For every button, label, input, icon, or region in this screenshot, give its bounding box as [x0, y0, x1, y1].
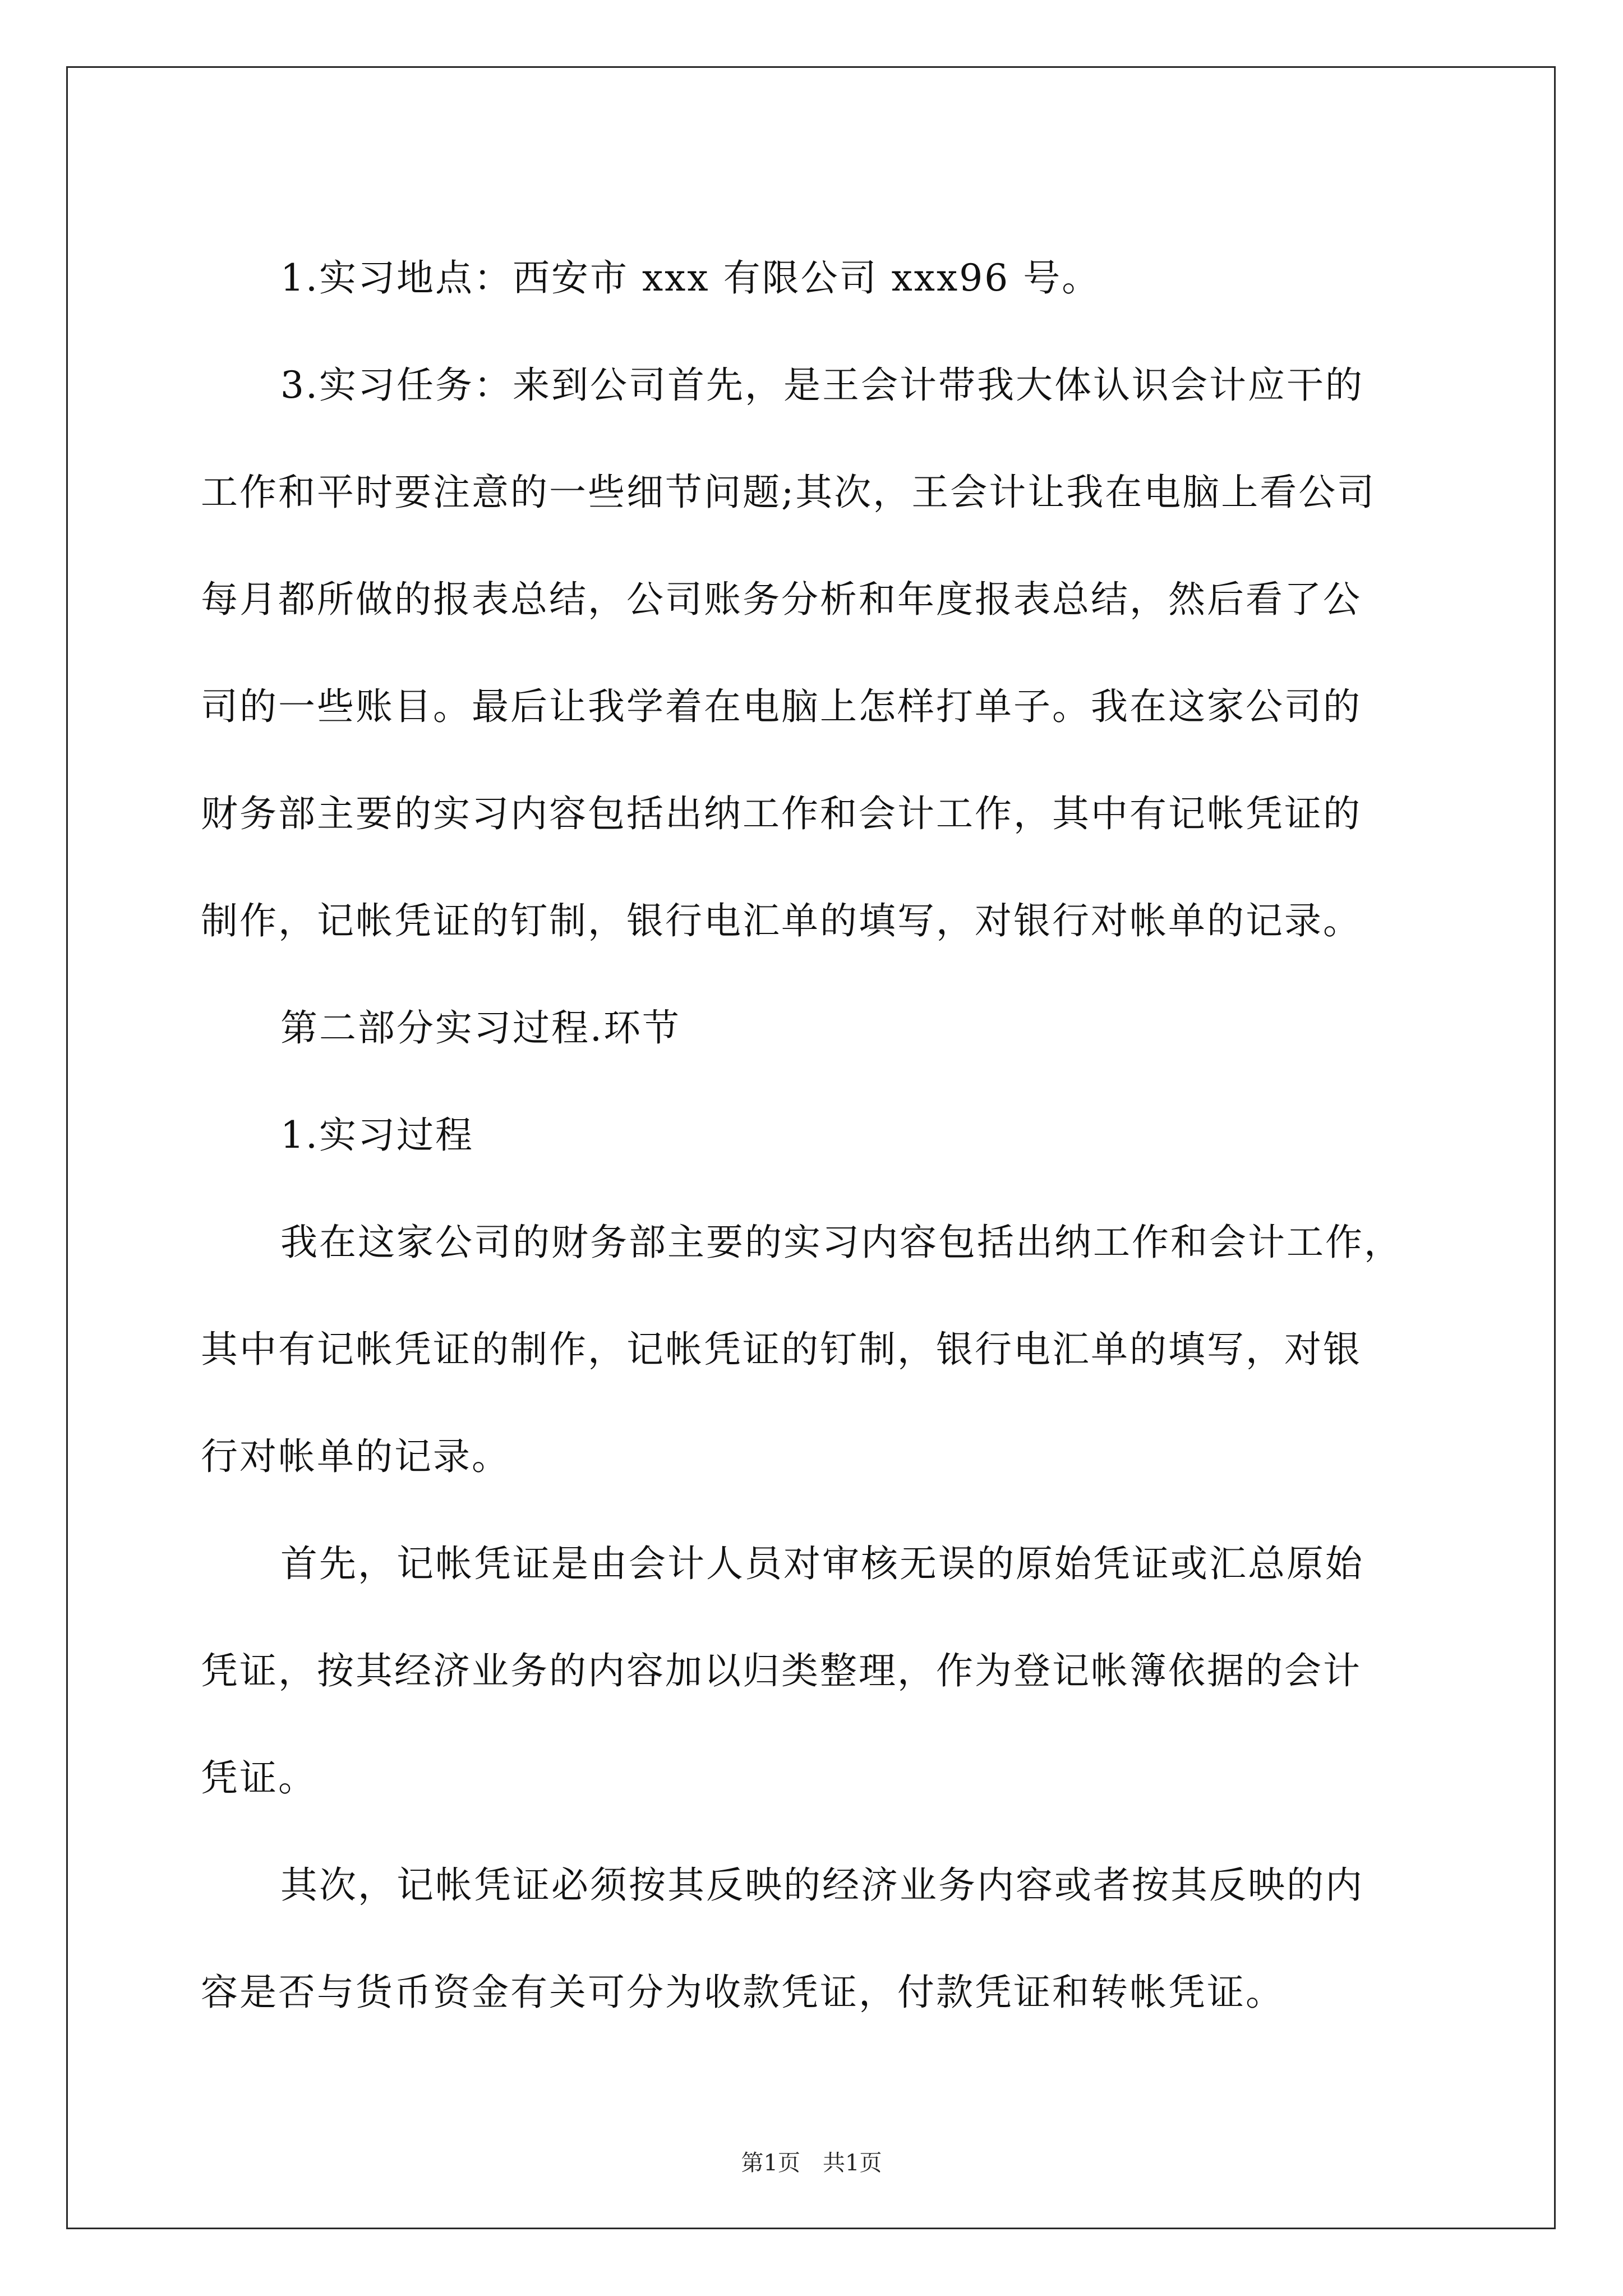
- text-line: 1.实习地点：西安市 xxx 有限公司 xxx96 号。: [280, 256, 1101, 300]
- text-line: 3.实习任务：来到公司首先，是王会计带我大体认识会计应干的: [280, 364, 1364, 407]
- text-line: 财务部主要的实习内容包括出纳工作和会计工作，其中有记帐凭证的: [201, 792, 1362, 835]
- page-total: 共1页: [823, 2150, 882, 2176]
- paragraph-voucher-types: [201, 1832, 1429, 2046]
- subheading-internship-process: [201, 1082, 1429, 1189]
- text-line: 司的一些账目。最后让我学着在电脑上怎样打单子。我在这家公司的: [201, 685, 1362, 728]
- paragraph-finance-work: [201, 1189, 1429, 1510]
- document-body: [201, 224, 1429, 2046]
- text-line: 其中有记帐凭证的制作，记帐凭证的钉制，银行电汇单的填写，对银: [201, 1328, 1362, 1371]
- paragraph-internship-tasks: [201, 332, 1429, 974]
- text-line: 行对帐单的记录。: [201, 1435, 510, 1478]
- text-line: 工作和平时要注意的一些细节问题;其次，王会计让我在电脑上看公司: [201, 471, 1376, 514]
- text-line: 首先，记帐凭证是由会计人员对审核无误的原始凭证或汇总原始: [280, 1542, 1364, 1585]
- text-line: 容是否与货币资金有关可分为收款凭证，付款凭证和转帐凭证。: [201, 1971, 1284, 2014]
- text-line: 1.实习过程: [280, 1114, 474, 1157]
- text-line: 制作，记帐凭证的钉制，银行电汇单的填写，对银行对帐单的记录。: [201, 899, 1362, 942]
- page-number: 第1页: [741, 2150, 800, 2176]
- section-heading-part-two: [201, 974, 1429, 1082]
- text-line: 凭证，按其经济业务的内容加以归类整理，作为登记帐簿依据的会计: [201, 1649, 1362, 1692]
- text-line: 我在这家公司的财务部主要的实习内容包括出纳工作和会计工作，: [280, 1221, 1403, 1264]
- text-line: 凭证。: [201, 1756, 317, 1800]
- text-line: 每月都所做的报表总结，公司账务分析和年度报表总结，然后看了公: [201, 578, 1362, 621]
- paragraph-voucher-definition: [201, 1510, 1429, 1832]
- page-footer: [0, 2147, 1623, 2179]
- text-line: 其次，记帐凭证必须按其反映的经济业务内容或者按其反映的内: [280, 1864, 1364, 1907]
- text-line: 第二部分实习过程.环节: [280, 1006, 681, 1050]
- paragraph-internship-location: [201, 224, 1429, 332]
